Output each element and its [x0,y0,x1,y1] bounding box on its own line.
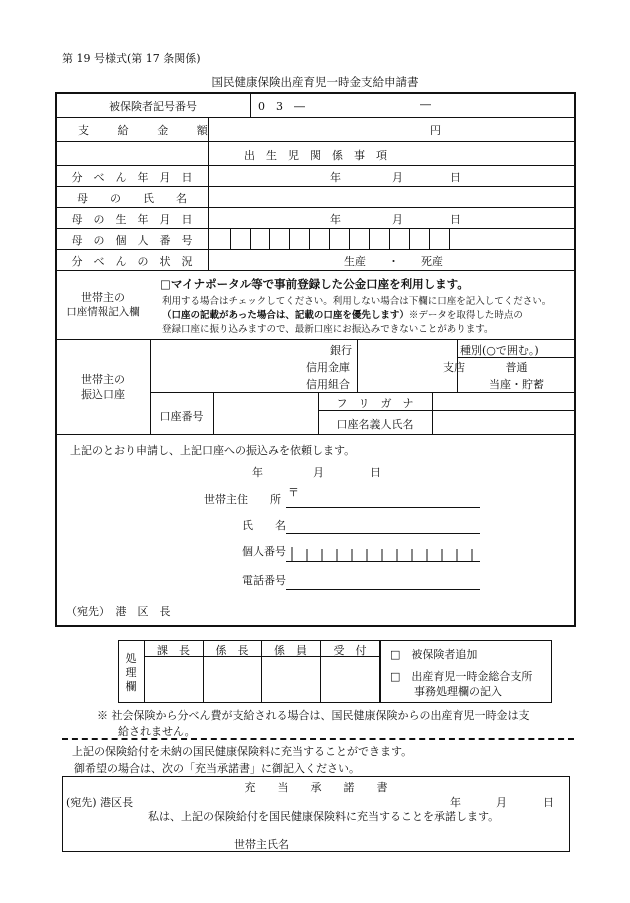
branch-label: 支店 [443,361,465,374]
address-label: 世帯主住 所 [204,493,281,506]
phone-field[interactable] [286,568,480,588]
consent-year-unit: 年 [450,796,461,809]
account-holder-field[interactable] [435,394,573,432]
bank-name-field[interactable] [152,341,302,391]
mother-id-label: 母 の 個 人 番 号 [71,234,193,247]
delivery-year-unit: 年 [330,171,341,184]
insured-number-field[interactable] [330,96,400,114]
public-account-checkbox[interactable]: □マイナポータル等で事前登録した公金口座を利用します。 [160,277,469,291]
application-statement: 上記のとおり申請し、上記口座への振込みを依頼します。 [70,444,356,457]
consent-month-unit: 月 [496,796,507,809]
application-year-unit: 年 [252,466,263,479]
yen-unit: 円 [430,124,441,137]
social-insurance-note-2: 給されません。 [118,725,196,738]
delivery-status-label: 分 べ ん の 状 況 [71,255,193,268]
allocation-note-2: 御希望の場合は、次の「充当承諾書」に御記入ください。 [74,762,360,775]
office-label: 処 理 欄 [125,652,137,693]
mother-birth-day-unit: 日 [450,213,461,226]
consent-addressee: (宛先) 港区長 [66,796,134,809]
consent-title: 充 当 承 諾 書 [244,781,388,794]
name-field[interactable] [286,512,480,532]
form-title: 国民健康保険出産育児一時金支給申請書 [211,75,419,89]
office-col-reception: 受 付 [333,644,367,657]
payment-amount-label: 支 給 金 額 [78,124,217,137]
mother-name-label: 母 の 氏 名 [77,192,187,205]
account-note-3: 登録口座に振り込みますので、最新口座にお振込みできないことがあります。 [162,324,494,335]
personal-number-field[interactable] [290,545,480,561]
phone-label: 電話番号 [242,574,286,587]
branch-name-field[interactable] [360,341,440,391]
consent-statement: 私は、上記の保険給付を国民健康保険料に充当することを承諾します。 [148,810,500,823]
bank-type-credit-union: 信用金庫 [306,361,350,374]
account-holder-label: 口座名義人氏名 [336,418,414,431]
consent-signature-label: 世帯主氏名 [234,838,289,851]
personal-number-label: 個人番号 [242,545,286,558]
consent-signature-field[interactable] [300,832,500,850]
delivery-day-unit: 日 [450,171,461,184]
bank-type-credit-cooperative: 信用組合 [306,378,350,391]
consent-day-unit: 日 [543,796,554,809]
account-type-header: 種別(○で囲む。) [460,344,539,357]
personal-number-ticks [290,545,480,561]
check-add-insured[interactable]: □ 被保険者追加 [390,648,478,661]
payment-amount-field[interactable] [212,119,422,139]
delivery-month-unit: 月 [392,171,403,184]
furigana-label: フ リ ガ ナ [336,397,414,410]
mother-id-field[interactable] [210,230,469,248]
office-col-section-chief: 課 長 [157,644,190,657]
account-type-ordinary[interactable]: 普通 [505,361,528,374]
address-field[interactable] [286,484,480,506]
account-info-label: 世帯主の 口座情報記入欄 [66,291,140,318]
form-number: 第 19 号様式(第 17 条関係) [62,52,201,65]
addressee: （宛先） 港 区 長 [66,605,171,618]
allocation-note-1: 上記の保険給付を未納の国民健康保険料に充当することができます。 [72,745,413,758]
bank-type-bank: 銀行 [330,344,352,357]
insured-number-dash: ― [420,98,431,111]
office-col-staff: 係 員 [274,644,307,657]
account-number-field[interactable] [216,394,316,432]
account-number-label: 口座番号 [159,410,204,423]
mother-birth-month-unit: 月 [392,213,403,226]
birth-section-title: 出 生 児 関 係 事 項 [244,149,387,162]
postal-mark: 〒 [288,486,299,499]
mother-name-field[interactable] [212,188,572,205]
insured-number-label: 被保険者記号番号 [109,100,197,113]
delivery-date-label: 分 べ ん 年 月 日 [71,171,193,184]
account-note-1: 利用する場合はチェックしてください。利用しない場合は下欄に口座を記入してください。 [162,296,552,307]
application-month-unit: 月 [313,466,324,479]
delivery-status-options[interactable]: 生産 ・ 死産 [344,255,443,268]
delivery-date-field[interactable] [212,167,322,184]
mother-birthdate-field[interactable] [212,209,322,226]
check-branch-processing[interactable]: □ 出産育児一時金総合支所 [390,670,533,683]
mother-birth-year-unit: 年 [330,213,341,226]
cut-line [62,738,574,740]
office-col-subsection-chief: 係 長 [215,644,249,657]
check-branch-processing-line2: 事務処理欄の記入 [414,685,502,698]
application-day-unit: 日 [370,466,381,479]
name-label: 氏 名 [242,519,286,532]
mother-birthdate-label: 母 の 生 年 月 日 [71,213,193,226]
social-insurance-note: ※ 社会保険から分べん費が支給される場合は、国民健康保険からの出産育児一時金は支 [97,709,530,722]
account-note-2: （口座の記載があった場合は、記載の口座を優先します）※データを取得した時点の [162,310,523,321]
account-type-current-savings[interactable]: 当座・貯蓄 [489,378,544,391]
bank-account-label: 世帯主の 振込口座 [81,373,125,401]
insured-number-prefix: 0 3 ― [258,100,305,113]
